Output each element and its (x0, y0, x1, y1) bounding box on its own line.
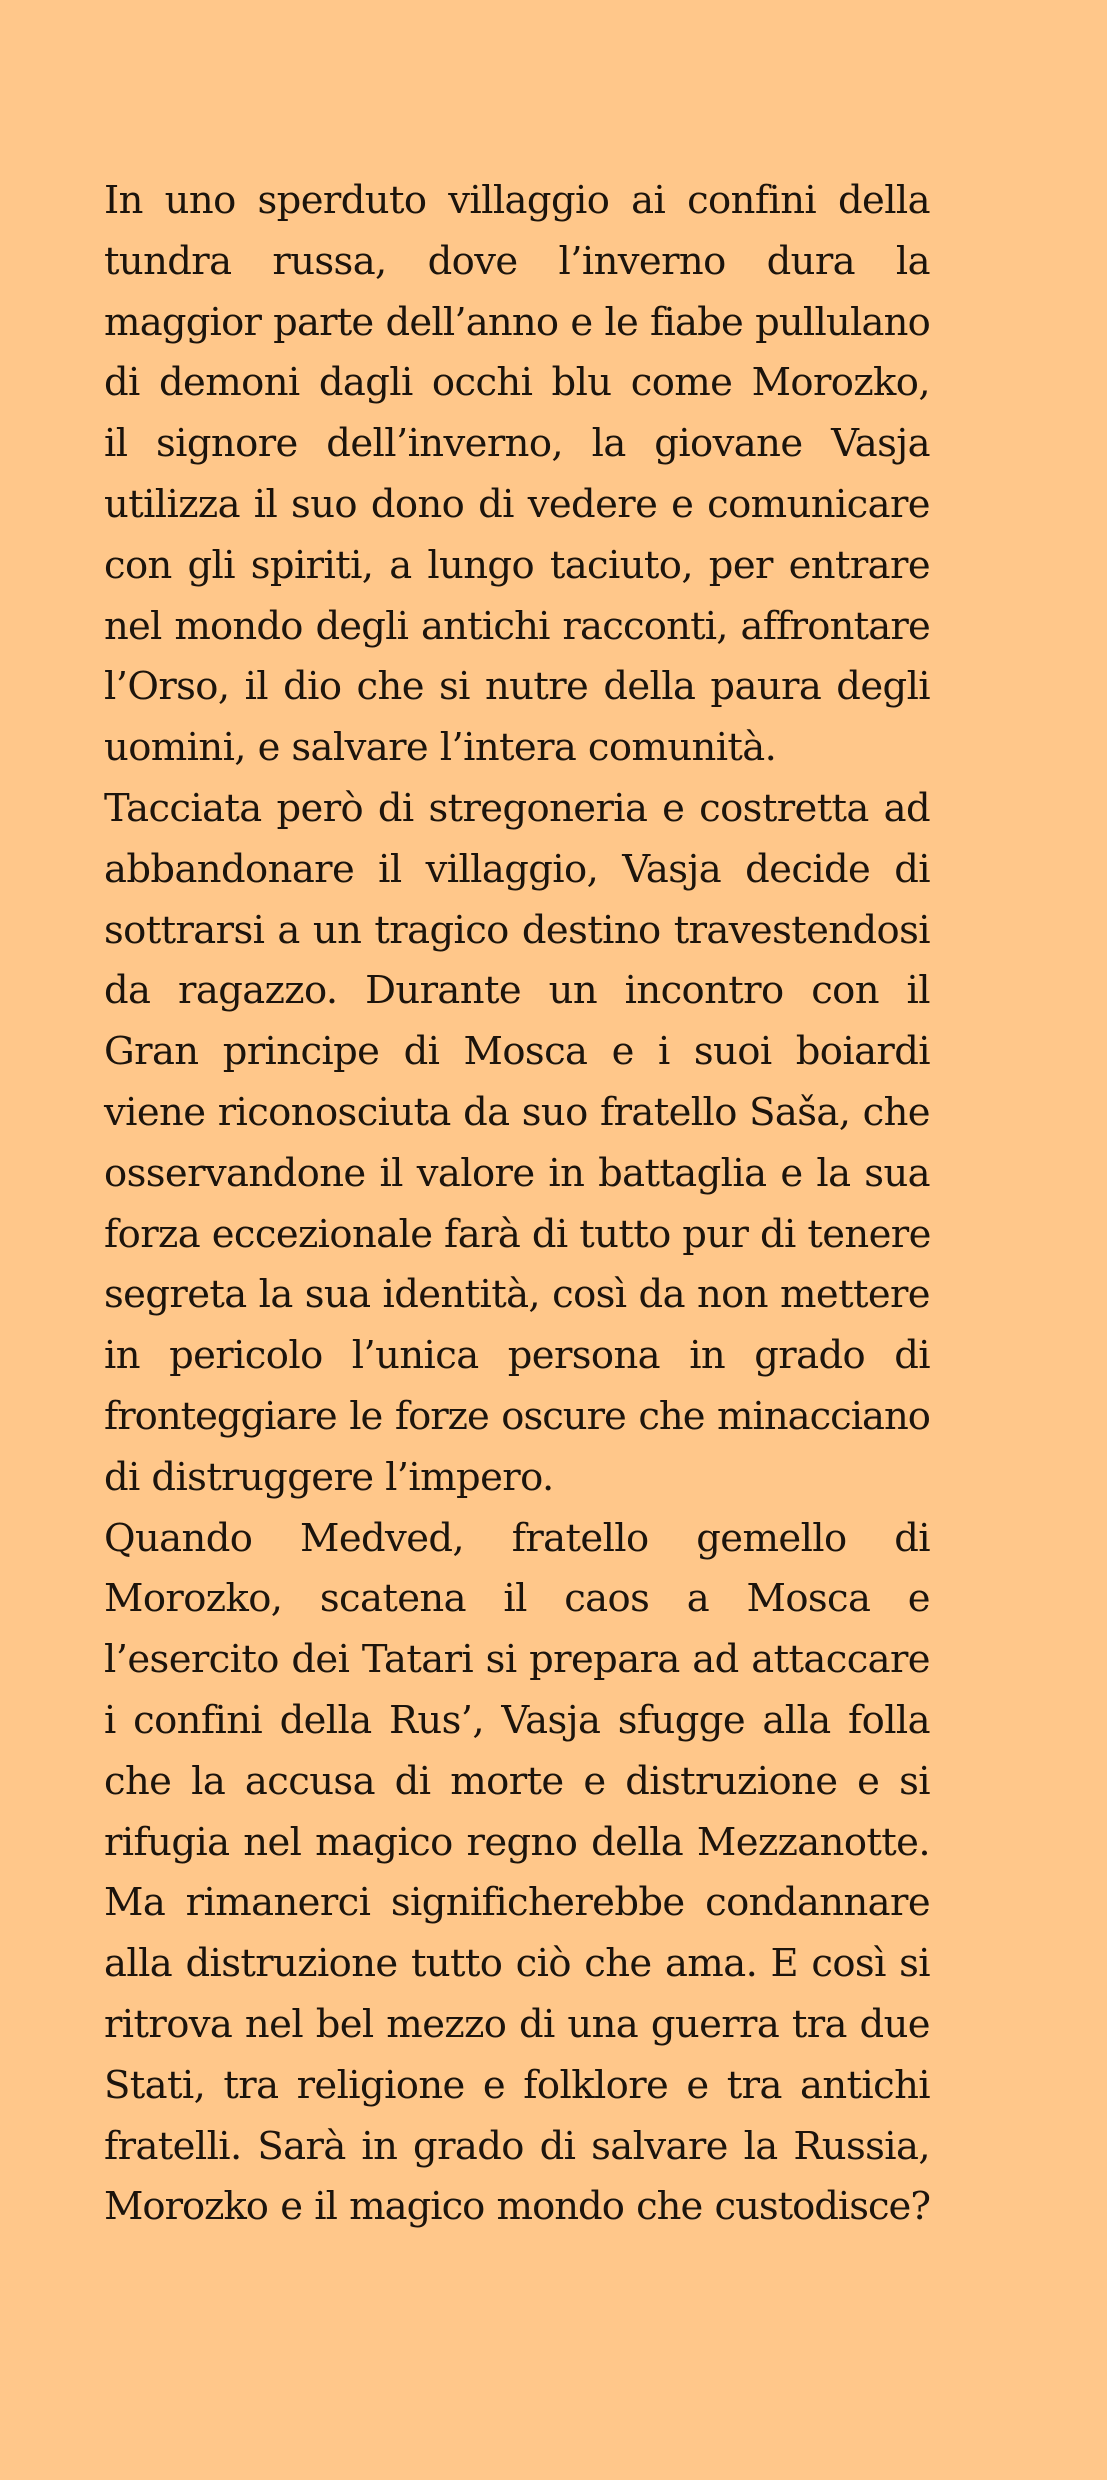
synopsis-line: tundra russa, dove l’inverno dura la (104, 238, 930, 284)
synopsis-line: Morozko e il magico mondo che custodisce? (104, 2184, 930, 2230)
synopsis-line: utilizza il suo dono di vedere e comunicare (104, 481, 930, 527)
synopsis-line: fronteggiare le forze oscure che minacciano (104, 1393, 930, 1439)
synopsis-line: nel mondo degli antichi racconti, affrontare (104, 603, 930, 649)
synopsis-line: con gli spiriti, a lungo taciuto, per entrare (104, 542, 930, 588)
synopsis-line: ritrova nel bel mezzo di una guerra tra due (104, 2001, 930, 2047)
synopsis-line: Ma rimanerci significherebbe condannare (104, 1880, 930, 1926)
synopsis-line: Morozko, scatena il caos a Mosca e (104, 1576, 930, 1622)
synopsis-line: il signore dell’inverno, la giovane Vasja (104, 421, 930, 467)
synopsis-line: l’esercito dei Tatari si prepara ad attaccare (104, 1637, 930, 1683)
synopsis-line: Quando Medved, fratello gemello di (104, 1515, 930, 1561)
synopsis-line: l’Orso, il dio che si nutre della paura degli (104, 664, 930, 710)
synopsis-line: Gran principe di Mosca e i suoi boiardi (104, 1029, 930, 1075)
synopsis-line: sottrarsi a un tragico destino travestendosi (104, 907, 930, 953)
synopsis-line: viene riconosciuta da suo fratello Saša, che (104, 1089, 930, 1135)
synopsis-line: In uno sperduto villaggio ai confini della (104, 178, 930, 223)
synopsis-line: i confini della Rus’, Vasja sfugge alla folla (104, 1697, 930, 1743)
synopsis-line: uomini, e salvare l’intera comunità. (104, 725, 777, 771)
synopsis-line: segreta la sua identità, così da non mettere (104, 1272, 930, 1318)
synopsis-line: Tacciata però di stregoneria e costretta ad (104, 785, 930, 831)
synopsis-line: da ragazzo. Durante un incontro con il (104, 968, 930, 1014)
synopsis-line: fratelli. Sarà in grado di salvare la Russia, (104, 2123, 930, 2169)
synopsis-line: osservandone il valore in battaglia e la sua (104, 1150, 930, 1196)
synopsis-line: di demoni dagli occhi blu come Morozko, (104, 360, 930, 406)
synopsis-text (104, 171, 930, 2238)
synopsis-line: Stati, tra religione e folklore e tra antichi (104, 2062, 930, 2108)
synopsis-line: abbandonare il villaggio, Vasja decide di (104, 846, 930, 892)
synopsis-line: maggior parte dell’anno e le fiabe pullulano (104, 299, 930, 345)
synopsis-line: forza eccezionale farà di tutto pur di tenere (104, 1211, 931, 1257)
synopsis-line: in pericolo l’unica persona in grado di (104, 1333, 930, 1379)
synopsis-line: di distruggere l’impero. (104, 1454, 554, 1500)
synopsis-line: alla distruzione tutto ciò che ama. E così si (104, 1941, 930, 1987)
synopsis-line: rifugia nel magico regno della Mezzanotte. (104, 1819, 930, 1865)
synopsis-line: che la accusa di morte e distruzione e si (104, 1758, 930, 1804)
